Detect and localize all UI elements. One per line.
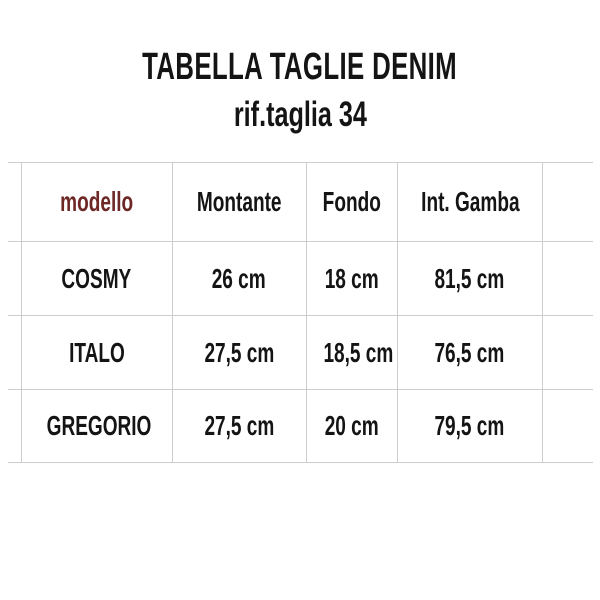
spacer-cell: [8, 390, 21, 463]
size-table: [8, 162, 593, 463]
model-name: COSMY: [61, 262, 132, 294]
column-header-modello-label: modello: [60, 186, 133, 217]
column-header-montante: [172, 163, 306, 242]
model-name: ITALO: [68, 336, 125, 368]
int-gamba-value-cell: [397, 242, 542, 316]
fondo-value-cell: [306, 390, 397, 463]
int-gamba-value: 81,5 cm: [434, 262, 505, 294]
fondo-value-cell: [306, 316, 397, 390]
spacer-cell: [542, 390, 593, 463]
spacer-cell: [542, 163, 593, 242]
table-header-row: [8, 163, 593, 242]
spacer-cell: [8, 163, 21, 242]
fondo-value: 18 cm: [324, 262, 379, 294]
fondo-value: 18,5 cm: [322, 336, 393, 368]
montante-value-cell: [172, 242, 306, 316]
montante-value-cell: [172, 390, 306, 463]
column-header-int-gamba-label: Int. Gamba: [420, 186, 520, 217]
page-subtitle: [0, 97, 600, 132]
column-header-montante-label: Montante: [196, 186, 282, 217]
model-name-cell: [21, 316, 172, 390]
int-gamba-value-cell: [397, 316, 542, 390]
column-header-modello: [21, 163, 172, 242]
fondo-value: 20 cm: [324, 410, 379, 441]
model-name: GREGORIO: [46, 410, 151, 441]
table-row-cosmy: [8, 242, 593, 316]
montante-value: 26 cm: [212, 262, 266, 294]
column-header-fondo: [306, 163, 397, 242]
column-header-fondo-label: Fondo: [322, 186, 381, 217]
column-header-int-gamba: [397, 163, 542, 242]
spacer-cell: [8, 316, 21, 390]
model-name-cell: [21, 242, 172, 316]
page-title: [0, 48, 600, 86]
int-gamba-value-cell: [397, 390, 542, 463]
model-name-cell: [21, 390, 172, 463]
spacer-cell: [8, 242, 21, 316]
montante-value-cell: [172, 316, 306, 390]
table-row-gregorio: [8, 390, 593, 463]
montante-value: 27,5 cm: [204, 410, 274, 441]
page-title-text: TABELLA TAGLIE DENIM: [142, 46, 458, 88]
spacer-cell: [542, 242, 593, 316]
int-gamba-value: 79,5 cm: [434, 410, 505, 441]
spacer-cell: [542, 316, 593, 390]
int-gamba-value: 76,5 cm: [434, 336, 505, 368]
page-subtitle-text: rif.taglia 34: [233, 95, 367, 134]
fondo-value-cell: [306, 242, 397, 316]
table-row-italo: [8, 316, 593, 390]
montante-value: 27,5 cm: [204, 336, 274, 368]
